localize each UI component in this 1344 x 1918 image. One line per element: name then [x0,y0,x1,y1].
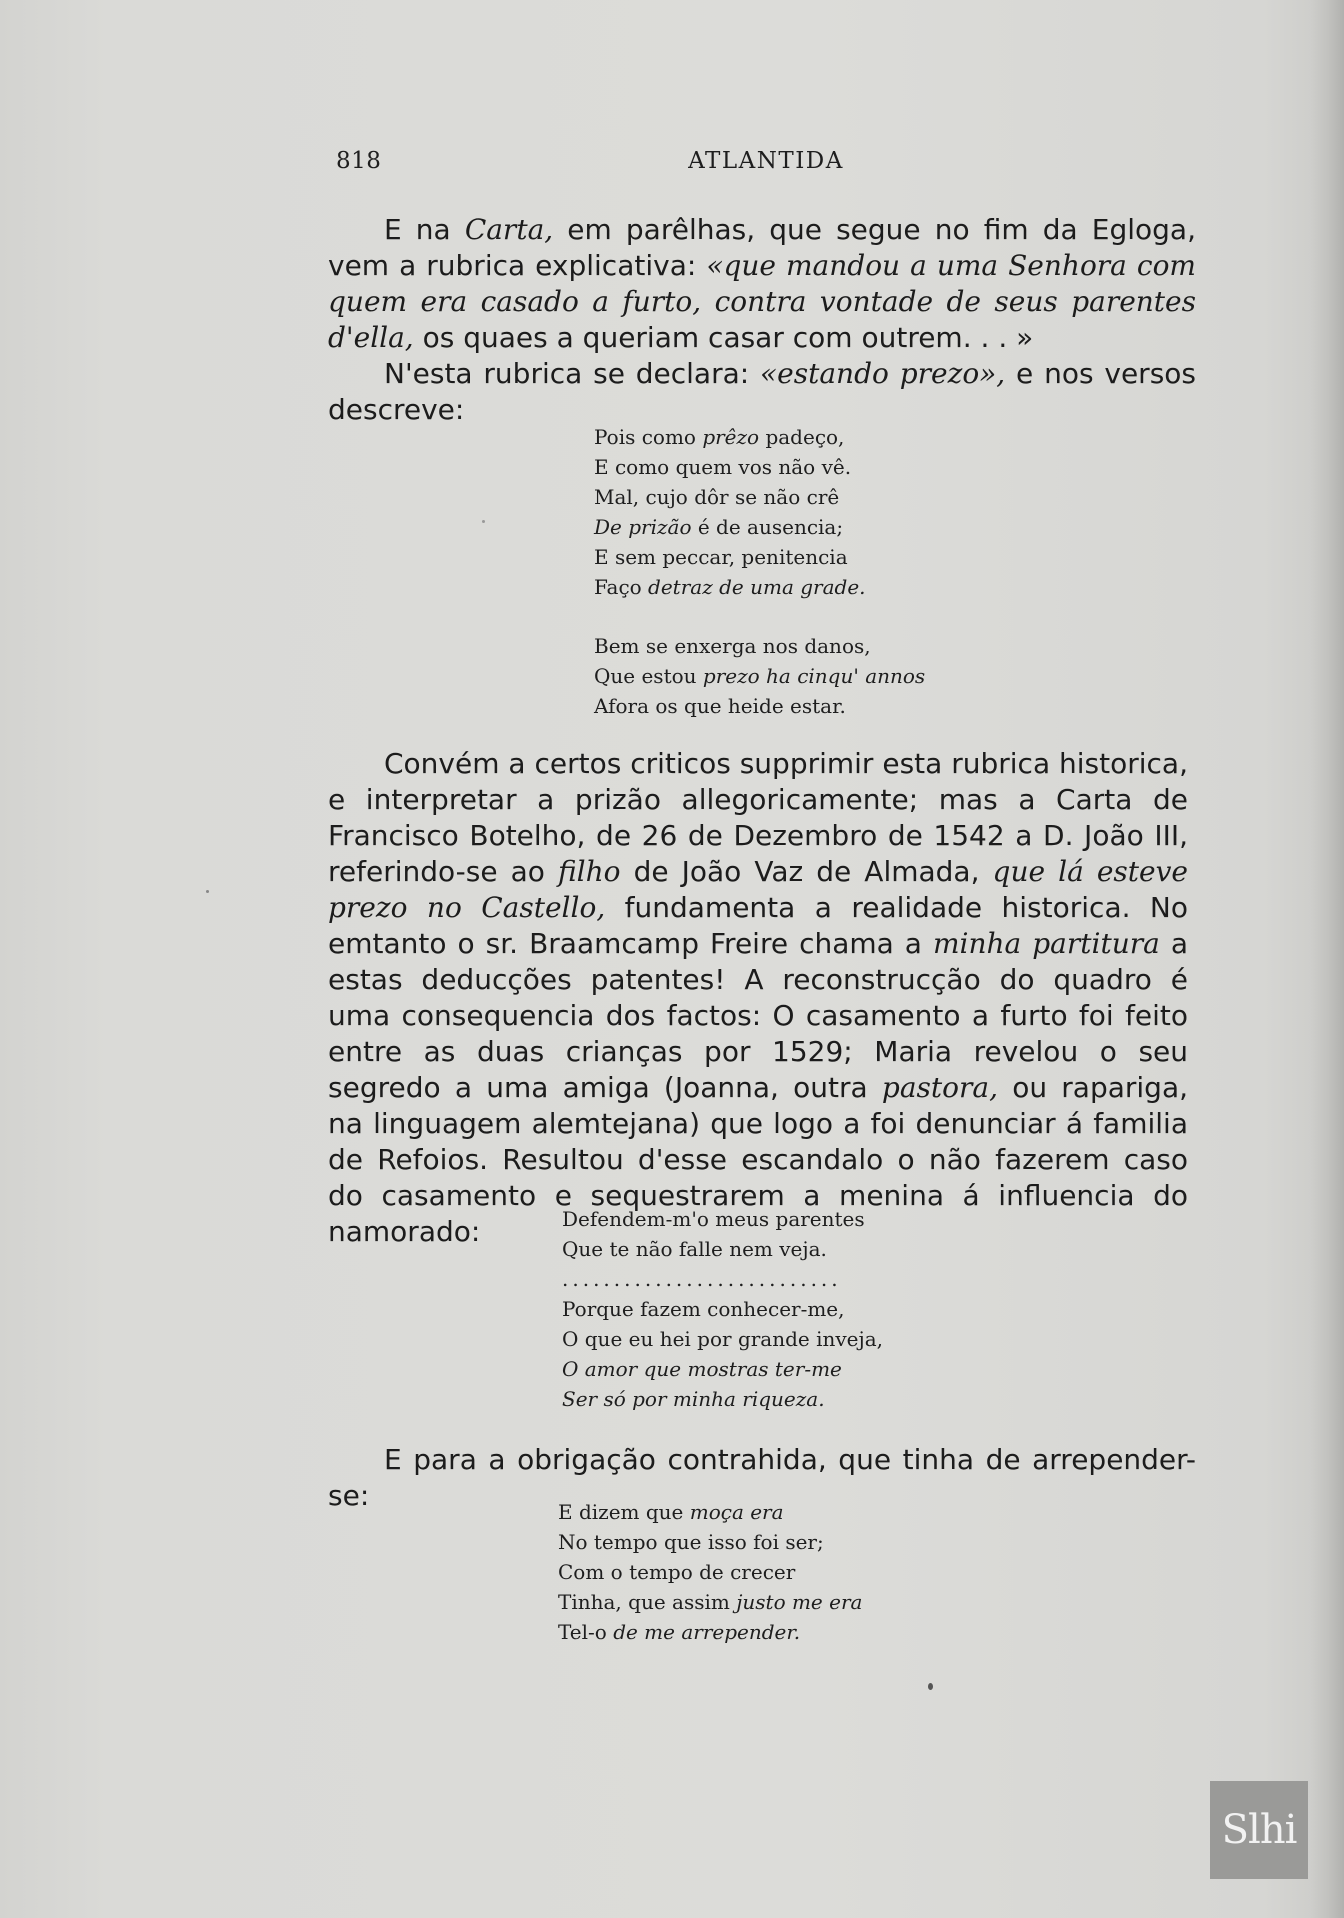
verse-line: O amor que mostras ter-me [562,1357,842,1381]
verse-line: Afora os que heide estar. [594,694,846,718]
verse-line: Mal, cujo dôr se não crê [594,485,840,509]
verse-line: Que te não falle nem veja. [562,1237,827,1261]
watermark-logo [1210,1781,1308,1879]
verse-line: E dizem que moça era [558,1500,784,1524]
verse-line: O que eu hei por grande inveja, [562,1327,883,1351]
running-title: ATLANTIDA [688,148,844,174]
verse-line: De prizão é de ausencia; [594,515,844,539]
verse-line: Que estou prezo ha cinqu' annos [594,664,926,688]
verse-line: Ser só por minha riqueza. [562,1387,825,1411]
opening-paragraphs [328,212,1196,428]
verse-line: No tempo que isso foi ser; [558,1530,824,1554]
verse-line: Faço detraz de uma grade. [594,575,866,599]
paragraph-rubrica: N'esta rubrica se declara: «estando prezo», e nos versos descreve: [328,357,1197,426]
verse-line: Porque fazem conhecer-me, [562,1297,845,1321]
verse-line: Defendem-m'o meus parentes [562,1207,865,1231]
verse-quote-1 [594,422,925,721]
running-header [336,148,1196,188]
verse-line: E sem peccar, penitencia [594,545,848,569]
paragraph-convem: Convém a certos criticos supprimir esta rubrica historica, e interpretar a prizão allegoricamente; mas a Carta de Francisco Botelho, de 26 de Dezembro de 1542 a D. João III, referindo-se ao filho de João Vaz de Almada, que lá esteve prezo no Castello, fundamenta a realidade historica. No emtanto o sr. Braamcamp Freire chama a minha partitura a estas deducções patentes! A reconstrucção do quadro é uma consequencia dos factos: O casamento a furto foi feito entre as duas crianças por 1529; Maria revelou o seu segredo a uma amiga (Joanna, outra pastora, ou rapariga, na linguagem alemtejana) que logo a foi denunciar á familia de Refoios. Resultou d'esse escandalo o não fazerem caso do casamento e sequestrarem a menina á influencia do namorado: [328,747,1189,1248]
verse-ellipsis: ........................... [562,1267,842,1291]
verse-quote-3 [558,1497,862,1647]
paragraph-carta: E na Carta, em parêlhas, que segue no fim da Egloga, vem a rubrica explicativa: «que mandou a uma Senhora com quem era casado a furto, contra vontade de seus parentes d'ella, os quaes a queriam casar com outrem. . . » [328,213,1196,354]
stanza [594,631,925,721]
page-edge-shadow [1310,0,1344,1918]
watermark-logo-text: Slhi [1221,1807,1297,1853]
stanza [594,422,925,602]
ink-speck [482,520,485,523]
verse-line: E como quem vos não vê. [594,455,852,479]
paragraph-obrigacao: E para a obrigação contrahida, que tinha de arrepender-se: [328,1443,1196,1512]
main-paragraph [328,746,1188,1250]
verse-line: Com o tempo de crecer [558,1560,796,1584]
verse-line: Bem se enxerga nos danos, [594,634,871,658]
page-number: 818 [336,148,382,174]
verse-line: Tel-o de me arrepender. [558,1620,801,1644]
ink-speck [928,1683,933,1690]
ink-speck [206,890,209,893]
verse-quote-2 [562,1204,883,1414]
verse-line: Tinha, que assim justo me era [558,1590,863,1614]
verse-line: Pois como prêzo padeço, [594,425,845,449]
